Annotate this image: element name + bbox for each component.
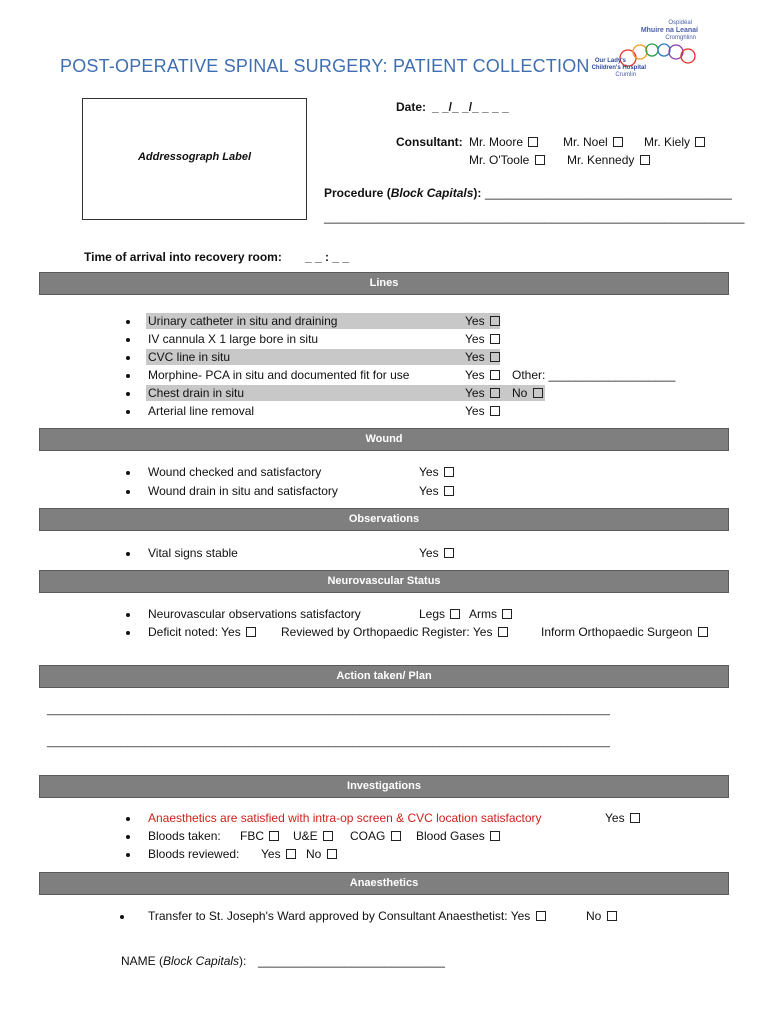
yes-label: Yes — [465, 332, 485, 346]
lines-item-text: Morphine- PCA in situ and documented fit for use — [148, 368, 410, 382]
checkbox-icon[interactable] — [490, 406, 500, 416]
name-label-start: NAME ( — [121, 954, 163, 968]
checkbox-icon[interactable] — [533, 388, 543, 398]
yes-label: Yes — [605, 811, 625, 825]
neuro-deficit-option[interactable] — [148, 625, 256, 639]
neuro-arms-option[interactable] — [469, 607, 512, 621]
reviewed-label: Reviewed by Orthopaedic Register: Yes — [281, 625, 493, 639]
logo-line: Ospidéal — [668, 20, 692, 26]
bullet-icon — [126, 410, 130, 414]
procedure-label-start: Procedure ( — [324, 186, 391, 200]
anaesthetics-screen-yes-option[interactable] — [605, 811, 640, 825]
checkbox-icon[interactable] — [450, 609, 460, 619]
gases-label: Blood Gases — [416, 829, 485, 843]
yes-label: Yes — [465, 368, 485, 382]
logo-line: Children's Hospital — [591, 65, 646, 71]
neuro-legs-option[interactable] — [419, 607, 460, 621]
bloods-ue-option[interactable] — [293, 829, 333, 843]
checkbox-icon[interactable] — [502, 609, 512, 619]
arrival-label: Time of arrival into recovery room: — [84, 250, 282, 264]
checkbox-icon[interactable] — [535, 155, 545, 165]
lines-item-text: IV cannula X 1 large bore in situ — [148, 332, 319, 346]
procedure-label — [324, 186, 481, 200]
checkbox-icon[interactable] — [490, 352, 500, 362]
lines-item-text: CVC line in situ — [148, 350, 231, 364]
bullet-icon — [126, 320, 130, 324]
bloods-reviewed-label: Bloods reviewed: — [148, 847, 240, 861]
consultant-option-otoole[interactable] — [469, 153, 545, 167]
checkbox-icon[interactable] — [490, 316, 500, 326]
inform-label: Inform Orthopaedic Surgeon — [541, 625, 693, 639]
wound-item-text: Wound checked and satisfactory — [148, 465, 322, 479]
no-label: No — [586, 909, 602, 923]
ue-label: U&E — [293, 829, 318, 843]
bullet-icon — [126, 835, 130, 839]
name-field[interactable]: ____________________________ — [258, 954, 445, 968]
consultant-option-kennedy[interactable] — [567, 153, 650, 167]
no-label: No — [512, 386, 528, 400]
bullet-icon — [126, 552, 130, 556]
checkbox-icon[interactable] — [490, 370, 500, 380]
addressograph-label: Addressograph Label — [137, 151, 252, 163]
yes-label: Yes — [465, 314, 485, 328]
consultant-label: Consultant: — [396, 135, 463, 149]
consultant-option-kiely[interactable] — [644, 135, 705, 149]
bullet-icon — [126, 374, 130, 378]
neuro-item-text: Neurovascular observations satisfactory — [148, 607, 361, 621]
checkbox-icon[interactable] — [490, 831, 500, 841]
bloods-reviewed-no-option[interactable] — [306, 847, 337, 861]
bullet-icon — [126, 817, 130, 821]
wound-item-text: Wound drain in situ and satisfactory — [148, 484, 338, 498]
yes-label: Yes — [261, 847, 281, 861]
yes-label: Yes — [465, 404, 485, 418]
checkbox-icon[interactable] — [444, 486, 454, 496]
page-title: POST-OPERATIVE SPINAL SURGERY: PATIENT COLLECTION — [60, 56, 590, 76]
action-line-1[interactable]: ____________________________________________________________________________________________ — [47, 704, 610, 716]
bullet-icon — [120, 915, 124, 919]
no-label: No — [306, 847, 322, 861]
neuro-reviewed-option[interactable] — [281, 625, 508, 639]
section-action-header: Action taken/ Plan — [39, 665, 729, 688]
checkbox-icon[interactable] — [490, 334, 500, 344]
name-label — [121, 954, 246, 968]
neuro-inform-option[interactable] — [541, 625, 708, 639]
checkbox-icon[interactable] — [246, 627, 256, 637]
checkbox-icon[interactable] — [607, 911, 617, 921]
checkbox-icon[interactable] — [698, 627, 708, 637]
checkbox-icon[interactable] — [327, 849, 337, 859]
checkbox-icon[interactable] — [640, 155, 650, 165]
legs-label: Legs — [419, 607, 446, 621]
obs-item-text: Vital signs stable — [148, 546, 238, 560]
consultant-name: Mr. Moore — [469, 135, 524, 149]
lines-item-text: Arterial line removal — [148, 404, 255, 418]
transfer-yes-option[interactable] — [148, 909, 546, 923]
lines-yes-option[interactable] — [465, 386, 500, 400]
bloods-fbc-option[interactable] — [240, 829, 279, 843]
logo-line: Our Lady's — [594, 58, 626, 64]
lines-yes-option[interactable] — [465, 368, 500, 382]
bloods-coag-option[interactable] — [350, 829, 401, 843]
name-label-end: ): — [239, 954, 247, 968]
checkbox-icon[interactable] — [613, 137, 623, 147]
procedure-field-2[interactable]: _______________________________________________________________ — [324, 210, 745, 224]
bullet-icon — [126, 613, 130, 617]
section-investigations-header: Investigations — [39, 775, 729, 798]
bullet-icon — [126, 490, 130, 494]
coag-label: COAG — [350, 829, 386, 843]
checkbox-icon[interactable] — [498, 627, 508, 637]
section-wound-header: Wound — [39, 428, 729, 451]
bullet-icon — [126, 338, 130, 342]
checkbox-icon[interactable] — [536, 911, 546, 921]
action-line-2[interactable]: ____________________________________________________________________________________________ — [47, 736, 610, 748]
bullet-icon — [126, 631, 130, 635]
consultant-name: Mr. Kennedy — [567, 153, 635, 167]
date-field[interactable]: _ _/_ _/_ _ _ _ — [432, 100, 509, 114]
yes-label: Yes — [419, 484, 439, 498]
procedure-label-end: ): — [473, 186, 482, 200]
lines-yes-option[interactable] — [465, 332, 500, 346]
lines-item-text: Urinary catheter in situ and draining — [148, 314, 338, 328]
obs-yes-option[interactable] — [419, 546, 454, 560]
bullet-icon — [126, 356, 130, 360]
yes-label: Yes — [419, 465, 439, 479]
bullet-icon — [126, 853, 130, 857]
section-lines-header: Lines — [39, 272, 729, 295]
bullet-icon — [126, 471, 130, 475]
yes-label: Yes — [465, 386, 485, 400]
anaesthetics-screen-text: Anaesthetics are satisfied with intra-op screen & CVC location satisfactory — [148, 811, 542, 825]
checkbox-icon[interactable] — [286, 849, 296, 859]
yes-label: Yes — [465, 350, 485, 364]
consultant-name: Mr. O'Toole — [469, 153, 530, 167]
procedure-label-italic: Block Capitals — [390, 186, 474, 200]
logo-line: Mhuire na Leanaí — [640, 27, 698, 34]
bloods-gases-option[interactable] — [416, 829, 500, 843]
consultant-option-noel[interactable] — [563, 135, 623, 149]
addressograph-box[interactable] — [82, 98, 307, 220]
hospital-logo — [578, 18, 698, 78]
arrival-time-field[interactable]: _ _ : _ _ — [305, 250, 350, 264]
transfer-label: Transfer to St. Joseph's Ward approved by Consultant Anaesthetist: Yes — [148, 909, 531, 923]
date-label: Date: — [396, 100, 427, 114]
yes-label: Yes — [419, 546, 439, 560]
checkbox-icon[interactable] — [528, 137, 538, 147]
lines-yes-option[interactable] — [465, 350, 500, 364]
consultant-name: Mr. Kiely — [644, 135, 691, 149]
lines-yes-option[interactable] — [465, 404, 500, 418]
name-label-italic: Block Capitals — [163, 954, 240, 968]
procedure-field-1[interactable]: _____________________________________ — [485, 186, 732, 200]
checkbox-icon[interactable] — [630, 813, 640, 823]
checkbox-icon[interactable] — [269, 831, 279, 841]
lines-yes-option[interactable] — [465, 314, 500, 328]
arms-label: Arms — [469, 607, 497, 621]
bloods-reviewed-yes-option[interactable] — [261, 847, 296, 861]
bullet-icon — [126, 392, 130, 396]
consultant-name: Mr. Noel — [563, 135, 608, 149]
checkbox-icon[interactable] — [444, 548, 454, 558]
transfer-no-option[interactable] — [586, 909, 617, 923]
section-neurovascular-header: Neurovascular Status — [39, 570, 729, 593]
wound-yes-option[interactable] — [419, 484, 454, 498]
wound-yes-option[interactable] — [419, 465, 454, 479]
logo-line: Cromghlinn — [665, 35, 696, 41]
section-observations-header: Observations — [39, 508, 729, 531]
lines-other-field[interactable]: Other: ___________________ — [512, 368, 676, 382]
checkbox-icon[interactable] — [490, 388, 500, 398]
bloods-taken-label: Bloods taken: — [148, 829, 221, 843]
deficit-label: Deficit noted: Yes — [148, 625, 241, 639]
checkbox-icon[interactable] — [444, 467, 454, 477]
lines-no-option[interactable] — [512, 386, 543, 400]
checkbox-icon[interactable] — [391, 831, 401, 841]
fbc-label: FBC — [240, 829, 264, 843]
consultant-option-moore[interactable] — [469, 135, 538, 149]
logo-line: Crumlin — [615, 72, 636, 78]
checkbox-icon[interactable] — [323, 831, 333, 841]
section-anaesthetics-header: Anaesthetics — [39, 872, 729, 895]
checkbox-icon[interactable] — [695, 137, 705, 147]
lines-item-text: Chest drain in situ — [148, 386, 245, 400]
